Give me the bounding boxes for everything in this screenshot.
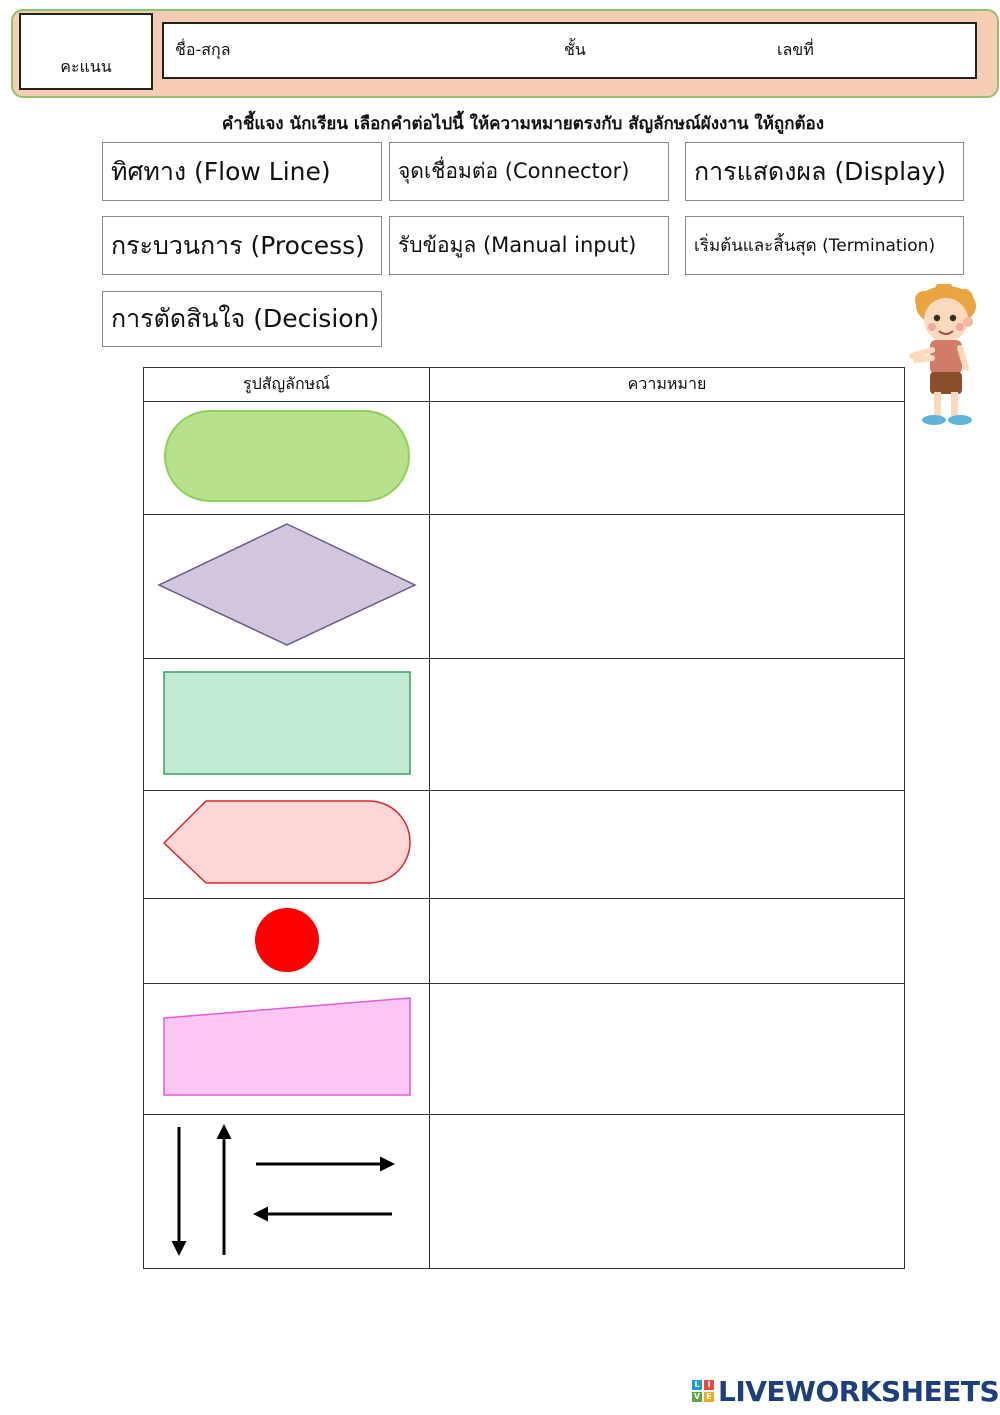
manual-input-shape-icon [144, 984, 430, 1114]
meaning-drop-zone[interactable] [430, 1115, 905, 1269]
symbol-cell [144, 515, 430, 659]
table-row [144, 791, 905, 899]
boy-mascot-icon [906, 284, 982, 428]
student-info-box [162, 22, 977, 79]
meaning-drop-zone[interactable] [430, 984, 905, 1115]
table-row [144, 1115, 905, 1269]
liveworksheets-logo [692, 1374, 999, 1408]
symbol-meaning-table [143, 367, 905, 1269]
table-row [144, 984, 905, 1115]
logo-text: LIVEWORKSHEETS [718, 1374, 1000, 1408]
connector-circle-icon [144, 899, 430, 983]
process-rectangle-icon [144, 659, 430, 790]
meaning-drop-zone[interactable] [430, 515, 905, 659]
decision-diamond-icon [144, 515, 430, 658]
symbol-cell [144, 1115, 430, 1269]
meaning-drop-zone[interactable] [430, 899, 905, 984]
meaning-drop-zone[interactable] [430, 659, 905, 791]
logo-blocks-icon: L I V E [692, 1380, 714, 1402]
number-label: เลขที่ [777, 40, 814, 59]
symbol-cell [144, 402, 430, 515]
table-header-row [144, 368, 905, 402]
term-card-process[interactable]: กระบวนการ (Process) [102, 216, 382, 275]
score-label: คะแนน [60, 57, 112, 76]
symbol-cell [144, 899, 430, 984]
table-row [144, 899, 905, 984]
name-label: ชื่อ-สกุล [175, 40, 231, 59]
symbol-cell [144, 984, 430, 1115]
score-box [19, 13, 153, 90]
term-card-decision[interactable]: การตัดสินใจ (Decision) [102, 291, 382, 347]
class-label: ชั้น [564, 40, 586, 59]
table-row [144, 659, 905, 791]
meaning-drop-zone[interactable] [430, 402, 905, 515]
term-card-manual-input[interactable]: รับข้อมูล (Manual input) [389, 216, 669, 275]
terminator-shape-icon [144, 402, 430, 514]
symbol-cell [144, 791, 430, 899]
term-card-connector[interactable]: จุดเชื่อมต่อ (Connector) [389, 142, 669, 201]
term-card-display[interactable]: การแสดงผล (Display) [685, 142, 964, 201]
column-header-symbol: รูปสัญลักษณ์ [144, 368, 430, 402]
meaning-drop-zone[interactable] [430, 791, 905, 899]
instruction-text: คำชี้แจง นักเรียน เลือกคำต่อไปนี้ ให้ความหมายตรงกับ สัญลักษณ์ผังงาน ให้ถูกต้อง [221, 114, 825, 134]
column-header-meaning: ความหมาย [430, 368, 905, 402]
term-card-termination[interactable]: เริ่มต้นและสิ้นสุด (Termination) [685, 216, 964, 275]
table-row [144, 515, 905, 659]
term-card-flow-line[interactable]: ทิศทาง (Flow Line) [102, 142, 382, 201]
flow-line-arrows-icon [144, 1115, 430, 1268]
display-shape-icon [144, 791, 430, 898]
symbol-cell [144, 659, 430, 791]
table-row [144, 402, 905, 515]
